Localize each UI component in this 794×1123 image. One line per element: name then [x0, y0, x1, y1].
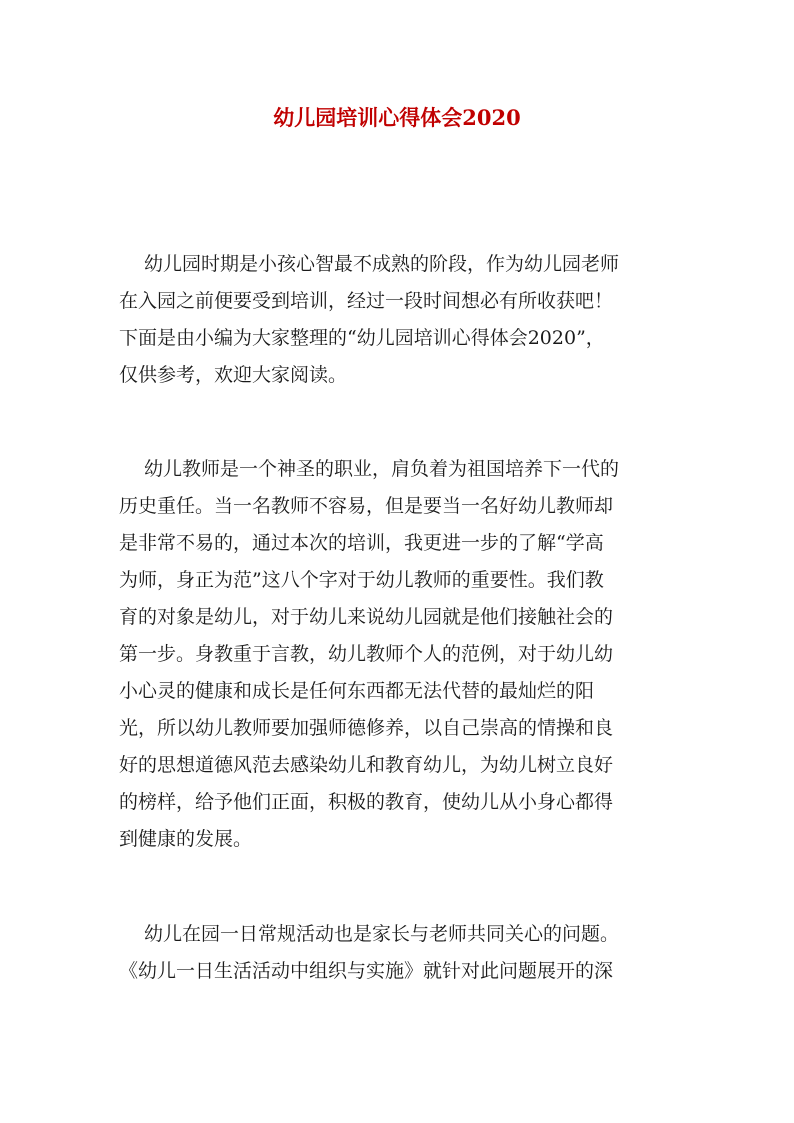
paragraph-line: 幼儿教师是一个神圣的职业，肩负着为祖国培养下一代的: [144, 458, 620, 480]
paragraph-line: 《幼儿一日生活活动中组织与实施》就针对此问题展开的深: [119, 960, 614, 982]
paragraph-line: 小心灵的健康和成长是任何东西都无法代替的最灿烂的阳: [119, 680, 595, 702]
paragraph-line: 第一步。身教重于言教，幼儿教师个人的范例，对于幼儿幼: [119, 643, 614, 665]
paragraph-line: 好的思想道德风范去感染幼儿和教育幼儿，为幼儿树立良好: [119, 754, 614, 776]
paragraph-line: 为师，身正为范”这八个字对于幼儿教师的重要性。我们教: [119, 569, 604, 591]
paragraph-line: 光，所以幼儿教师要加强师德修养，以自己崇高的情操和良: [119, 717, 614, 739]
document-title: 幼儿园培训心得体会2020: [273, 105, 521, 130]
paragraph-line: 在入园之前便要受到培训，经过一段时间想必有所收获吧！: [119, 290, 614, 312]
paragraph-line: 幼儿园时期是小孩心智最不成熟的阶段，作为幼儿园老师: [144, 253, 620, 275]
paragraph-line: 是非常不易的，通过本次的培训，我更进一步的了解“学高: [119, 532, 604, 554]
paragraph-line: 下面是由小编为大家整理的“幼儿园培训心得体会2020”，: [119, 327, 605, 349]
paragraph-line: 到健康的发展。: [119, 828, 253, 850]
paragraph-line: 的榜样，给予他们正面，积极的教育，使幼儿从小身心都得: [119, 791, 614, 813]
paragraph-line: 幼儿在园一日常规活动也是家长与老师共同关心的问题。: [144, 923, 620, 945]
paragraph-line: 仅供参考，欢迎大家阅读。: [119, 364, 348, 386]
paragraph-line: 历史重任。当一名教师不容易，但是要当一名好幼儿教师却: [119, 495, 614, 517]
paragraph-line: 育的对象是幼儿，对于幼儿来说幼儿园就是他们接触社会的: [119, 606, 614, 628]
